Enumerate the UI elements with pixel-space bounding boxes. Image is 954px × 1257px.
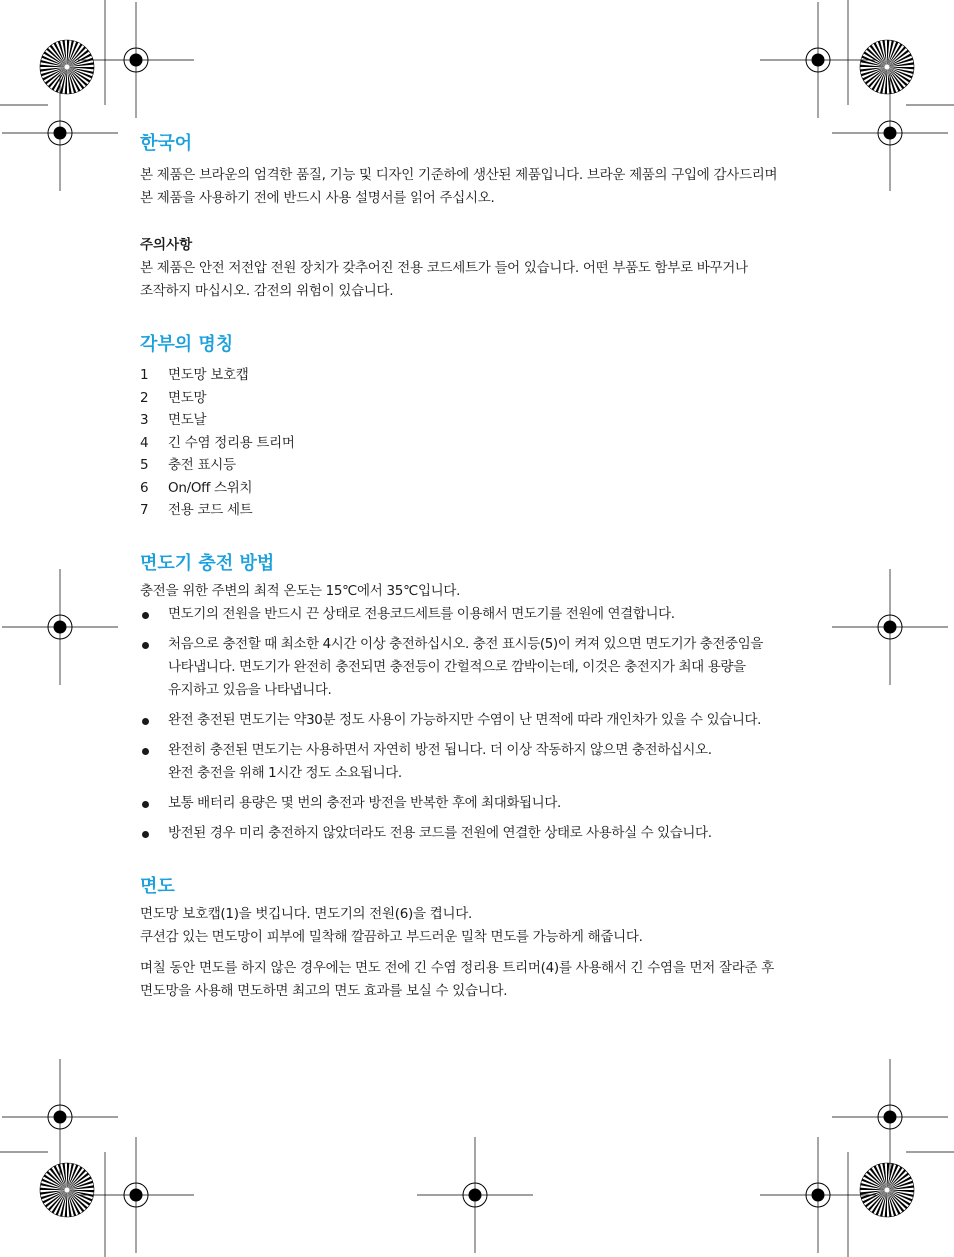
bullet-line: 보통 배터리 용량은 몇 번의 충전과 방전을 반복한 후에 최대화됩니다. — [168, 794, 561, 811]
bullet-icon — [142, 748, 149, 755]
star-target-icon — [40, 1163, 94, 1217]
section-title-shaving: 면도 — [140, 875, 175, 897]
bullet-icon — [142, 801, 149, 808]
bullet-line: 유지하고 있음을 나타냅니다. — [168, 681, 332, 698]
parts-list — [140, 364, 830, 522]
bullet-line: 완전 충전을 위해 1시간 정도 소요됩니다. — [168, 764, 402, 781]
registration-mark-icon — [2, 75, 118, 191]
caution-line: 조작하지 마십시오. 감전의 위험이 있습니다. — [140, 283, 394, 299]
shaving-line: 며칠 동안 면도를 하지 않은 경우에는 면도 전에 긴 수염 정리용 트리머(4)를 사용해서 긴 수염을 먼저 잘라준 후 — [140, 959, 774, 976]
list-item — [140, 387, 830, 410]
part-number: 7 — [140, 502, 149, 518]
intro-line: 본 제품은 브라운의 엄격한 품질, 기능 및 디자인 기준하에 생산된 제품입니다. 브라운 제품의 구입에 감사드리며 — [140, 167, 778, 183]
list-item — [140, 709, 830, 732]
bullet-line: 완전 충전된 면도기는 약30분 정도 사용이 가능하지만 수염이 난 면적에 따라 개인차가 있을 수 있습니다. — [168, 711, 762, 728]
bullet-icon — [142, 612, 149, 619]
part-label: 면도망 — [168, 389, 207, 406]
star-target-icon — [860, 40, 914, 94]
intro-line: 본 제품을 사용하기 전에 반드시 사용 설명서를 읽어 주십시오. — [140, 190, 495, 206]
part-number: 3 — [140, 412, 149, 428]
registration-mark-icon — [2, 569, 118, 685]
registration-mark-icon — [832, 75, 948, 191]
bullet-line: 방전된 경우 미리 충전하지 않았더라도 전용 코드를 전원에 연결한 상태로 사용하실 수 있습니다. — [168, 824, 712, 841]
bullet-icon — [142, 642, 149, 649]
registration-mark-icon — [417, 1137, 533, 1253]
list-item — [140, 603, 830, 626]
manual-content — [140, 132, 830, 1003]
charging-bullet-list — [140, 603, 830, 845]
part-label: On/Off 스위치 — [168, 479, 253, 496]
shaving-line: 쿠션감 있는 면도망이 피부에 밀착해 깔끔하고 부드러운 밀착 면도를 가능하게 해줍니다. — [140, 928, 643, 945]
list-item — [140, 792, 830, 815]
bullet-line: 처음으로 충전할 때 최소한 4시간 이상 충전하십시오. 충전 표시등(5)이 켜져 있으면 면도기가 충전중임을 — [168, 635, 763, 652]
bullet-icon — [142, 831, 149, 838]
caution-paragraph — [140, 257, 830, 303]
list-item — [140, 739, 830, 785]
part-number: 2 — [140, 389, 149, 406]
list-item — [140, 409, 830, 432]
shaving-paragraph — [140, 903, 830, 949]
part-label: 긴 수염 정리용 트리머 — [168, 434, 295, 451]
part-label: 전용 코드 세트 — [168, 502, 253, 518]
bullet-line: 면도기의 전원을 반드시 끈 상태로 전용코드세트를 이용해서 면도기를 전원에 연결합니다. — [168, 605, 675, 622]
list-item — [140, 822, 830, 845]
list-item — [140, 477, 830, 500]
charging-intro: 충전을 위한 주변의 최적 온도는 15℃에서 35℃입니다. — [140, 582, 461, 599]
star-target-icon — [40, 40, 94, 94]
shaving-paragraph — [140, 957, 830, 1003]
part-number: 5 — [140, 457, 149, 473]
part-label: 충전 표시등 — [168, 457, 236, 473]
part-number: 6 — [140, 479, 149, 496]
part-number: 4 — [140, 434, 149, 451]
caution-title: 주의사항 — [140, 237, 193, 253]
registration-mark-icon — [760, 2, 876, 118]
star-target-icon — [860, 1163, 914, 1217]
registration-mark-icon — [832, 569, 948, 685]
intro-paragraph — [140, 164, 830, 210]
registration-mark-icon — [832, 1059, 948, 1175]
list-item — [140, 633, 830, 702]
section-title-korean: 한국어 — [140, 133, 193, 154]
part-number: 1 — [140, 367, 149, 383]
shaving-line: 면도망을 사용해 면도하면 최고의 면도 효과를 보실 수 있습니다. — [140, 982, 508, 999]
shaving-line: 면도망 보호캡(1)을 벗깁니다. 면도기의 전원(6)을 켭니다. — [140, 905, 472, 922]
part-label: 면도날 — [168, 412, 207, 428]
registration-mark-icon — [78, 1137, 194, 1253]
bullet-line: 완전히 충전된 면도기는 사용하면서 자연히 방전 됩니다. 더 이상 작동하지 않으면 충전하십시오. — [168, 741, 712, 758]
registration-mark-icon — [78, 2, 194, 118]
list-item — [140, 499, 830, 522]
section-title-parts: 각부의 명칭 — [140, 334, 234, 355]
part-label: 면도망 보호캡 — [168, 367, 249, 383]
registration-mark-icon — [760, 1137, 876, 1253]
list-item — [140, 432, 830, 455]
section-title-charging: 면도기 충전 방법 — [140, 552, 275, 574]
caution-line: 본 제품은 안전 저전압 전원 장치가 갖추어진 전용 코드세트가 들어 있습니다. 어떤 부품도 함부로 바꾸거나 — [140, 260, 748, 276]
list-item — [140, 364, 830, 387]
list-item — [140, 454, 830, 477]
bullet-icon — [142, 718, 149, 725]
registration-mark-icon — [2, 1059, 118, 1175]
bullet-line: 나타냅니다. 면도기가 완전히 충전되면 충전등이 간헐적으로 깜박이는데, 이것은 충전지가 최대 용량을 — [168, 658, 746, 675]
